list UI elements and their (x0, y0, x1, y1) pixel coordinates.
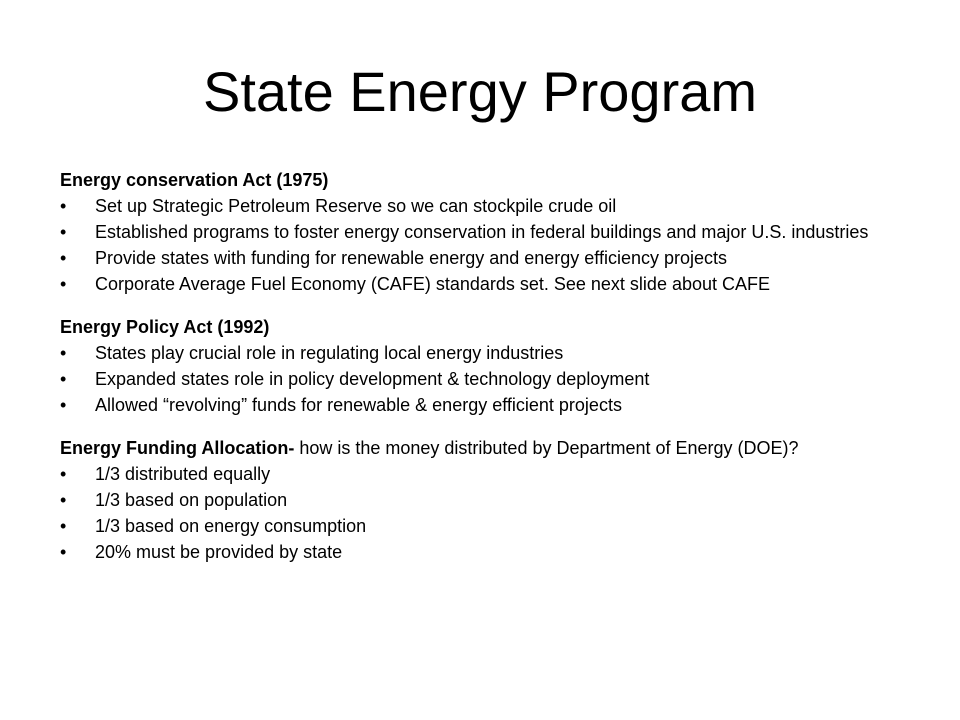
section-heading-rest: how is the money distributed by Department of Energy (DOE)? (294, 438, 799, 458)
bullet-glyph: • (60, 369, 67, 389)
bullet-text: 1/3 distributed equally (95, 464, 271, 484)
section-heading-bold: Energy Policy Act (1992) (60, 317, 270, 337)
section-heading (60, 170, 900, 190)
slide-title: State Energy Program (202, 60, 758, 123)
section-energy-funding-allocation (60, 438, 900, 562)
bullet-text: 1/3 based on energy consumption (95, 516, 367, 536)
section-heading (60, 438, 900, 458)
bullet-glyph: • (60, 395, 67, 415)
bullet-text: Allowed “revolving” funds for renewable & energy efficient projects (95, 395, 622, 415)
bullet-text: Provide states with funding for renewable energy and energy efficiency projects (95, 248, 728, 268)
section-heading-bold: Energy Funding Allocation- (60, 438, 295, 458)
bullet-glyph: • (60, 222, 67, 242)
bullet-list (60, 196, 900, 294)
bullet-item (60, 343, 900, 363)
bullet-item (60, 464, 900, 484)
bullet-text: Established programs to foster energy conservation in federal buildings and major U.S. industries (95, 222, 869, 242)
bullet-text: Set up Strategic Petroleum Reserve so we can stockpile crude oil (95, 196, 617, 216)
bullet-item (60, 369, 900, 389)
bullet-glyph: • (60, 343, 67, 363)
section-energy-conservation-act (60, 170, 900, 294)
bullet-item (60, 395, 900, 415)
bullet-item (60, 222, 900, 242)
bullet-glyph: • (60, 248, 67, 268)
bullet-item (60, 248, 900, 268)
bullet-glyph: • (60, 274, 67, 294)
bullet-text: States play crucial role in regulating local energy industries (95, 343, 564, 363)
bullet-item (60, 542, 900, 562)
slide-body (60, 170, 900, 562)
section-energy-policy-act (60, 317, 900, 415)
bullet-item (60, 196, 900, 216)
bullet-glyph: • (60, 490, 67, 510)
bullet-glyph: • (60, 516, 67, 536)
bullet-list (60, 343, 900, 415)
bullet-item (60, 490, 900, 510)
bullet-glyph: • (60, 464, 67, 484)
section-heading-bold: Energy conservation Act (1975) (60, 170, 329, 190)
bullet-text: Expanded states role in policy development & technology deployment (95, 369, 650, 389)
bullet-text: 1/3 based on population (95, 490, 288, 510)
bullet-item (60, 274, 900, 294)
bullet-text: 20% must be provided by state (95, 542, 343, 562)
bullet-glyph: • (60, 542, 67, 562)
section-heading (60, 317, 900, 337)
bullet-list (60, 464, 900, 562)
bullet-glyph: • (60, 196, 67, 216)
bullet-text: Corporate Average Fuel Economy (CAFE) standards set. See next slide about CAFE (95, 274, 770, 294)
bullet-item (60, 516, 900, 536)
